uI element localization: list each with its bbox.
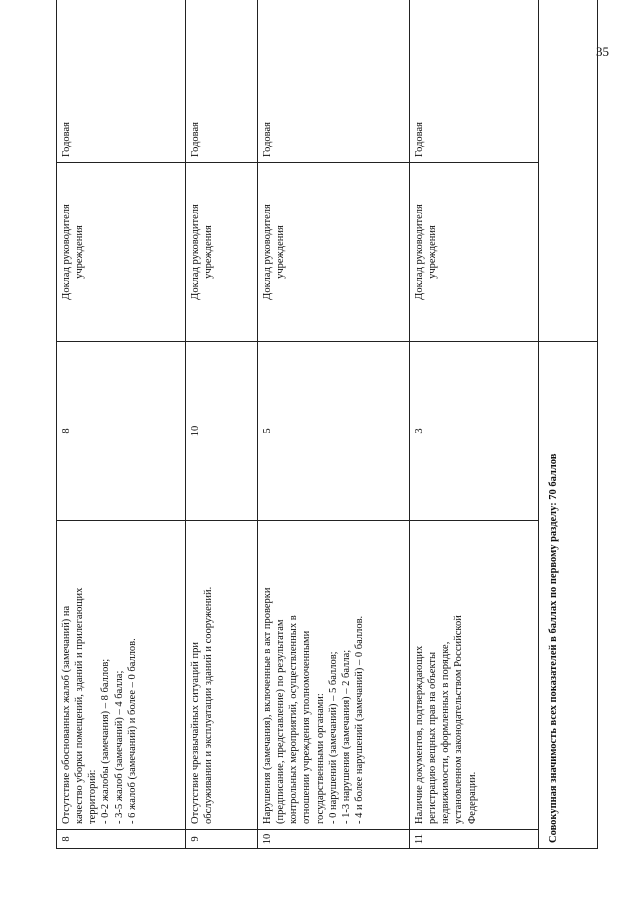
- source-line: Доклад руководителя: [190, 204, 201, 300]
- score-cell: 10: [186, 342, 258, 521]
- row-number: 10: [258, 830, 410, 849]
- description-line: Наличие документов, подтверждающих: [414, 645, 425, 824]
- description-line: - 3-5 жалоб (замечаний) – 4 балла;: [113, 670, 125, 824]
- row-number: 9: [186, 830, 258, 849]
- description-line: регистрацию вещных прав на объекты: [427, 651, 439, 824]
- table-row: [410, 0, 539, 849]
- period-cell: Годовая: [57, 0, 186, 163]
- description-line: качество уборки помещений, зданий и прилегающих: [74, 587, 86, 824]
- criteria-table: [56, 0, 598, 849]
- total-empty-cell: [539, 0, 598, 342]
- description-line: - 0-2 жалобы (замечания) – 8 баллов;: [100, 658, 112, 824]
- score-cell: 8: [57, 342, 186, 521]
- description-line: - 0 нарушений (замечаний) – 5 баллов;: [327, 651, 339, 824]
- description-line: Нарушения (замечания), включенные в акт проверки: [262, 587, 273, 824]
- score-cell: 5: [258, 342, 410, 521]
- description-line: - 1-3 нарушения (замечания) – 2 балла;: [340, 649, 352, 824]
- description-line: установленном законодательством Российской: [453, 615, 465, 824]
- period-cell: Годовая: [410, 0, 539, 163]
- source-cell: [258, 163, 410, 342]
- description-line: Федерации.: [466, 771, 478, 824]
- source-line: Доклад руководителя: [262, 204, 273, 300]
- description-line: обслуживании и эксплуатации зданий и сооружений.: [203, 586, 215, 824]
- total-row: [539, 0, 598, 849]
- period-cell: Годовая: [258, 0, 410, 163]
- table-row: [258, 0, 410, 849]
- description-line: Отсутствие обоснованных жалоб (замечаний) на: [61, 605, 72, 824]
- source-line: учреждения: [427, 225, 439, 279]
- description-line: отношении учреждения уполномоченными: [301, 630, 313, 824]
- rotated-table-container: [56, 39, 598, 849]
- description-line: недвижимости, оформленных в порядке,: [440, 641, 452, 824]
- source-cell: [186, 163, 258, 342]
- source-line: Доклад руководителя: [414, 204, 425, 300]
- table-row: [57, 0, 186, 849]
- description-line: контрольных мероприятий, осуществленных в: [288, 615, 300, 824]
- period-cell: Годовая: [186, 0, 258, 163]
- description-line: - 6 жалоб (замечаний) и более – 0 баллов.: [126, 638, 138, 824]
- score-cell: 3: [410, 342, 539, 521]
- description-line: Отсутствие чрезвычайных ситуаций при: [190, 642, 201, 824]
- criterion-description: [57, 521, 186, 830]
- total-text: Совокупная значимость всех показателей в баллах по первому разделу: 70 баллов: [539, 342, 598, 849]
- row-number: 11: [410, 830, 539, 849]
- criterion-description: [186, 521, 258, 830]
- table-row: [186, 0, 258, 849]
- description-line: территорий:: [87, 769, 99, 824]
- source-line: учреждения: [203, 225, 215, 279]
- description-line: (предписание, представление) по результатам: [275, 619, 287, 824]
- source-cell: [410, 163, 539, 342]
- criterion-description: [410, 521, 539, 830]
- page-number: 35: [596, 44, 609, 59]
- row-number: 8: [57, 830, 186, 849]
- source-line: Доклад руководителя: [61, 204, 72, 300]
- description-line: государственными органами:: [314, 693, 326, 824]
- criterion-description: [258, 521, 410, 830]
- source-cell: [57, 163, 186, 342]
- source-line: учреждения: [275, 225, 287, 279]
- description-line: - 4 и более нарушений (замечаний) – 0 баллов.: [353, 615, 365, 824]
- source-line: учреждения: [74, 225, 86, 279]
